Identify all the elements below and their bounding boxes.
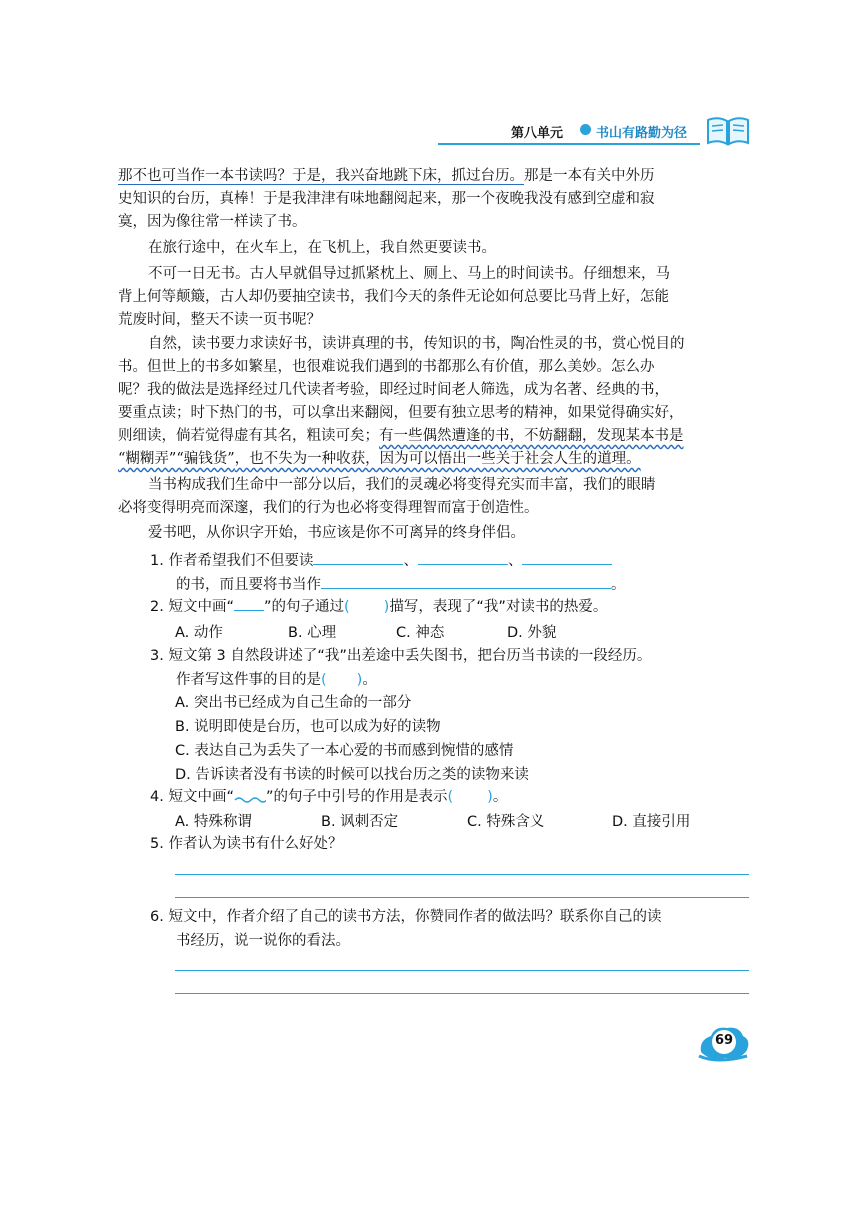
q4-option-c[interactable]: C. 特殊含义 xyxy=(467,814,545,830)
q3-option-c[interactable]: C. 表达自己为丢失了一本心爱的书而感到惋惜的感情 xyxy=(175,743,514,759)
passage-paragraph-1: 那不也可当作一本书读吗？于是，我兴奋地跳下床，抓过台历。那是一本有关中外历 史知识的台历，真棒！于是我津津有味地翻阅起来，那一个夜晚我没有感到空虚和寂 寞，因为像往常一样读了书。 xyxy=(118,168,655,230)
q4-option-b[interactable]: B. 讽刺否定 xyxy=(321,814,399,830)
answer-blank[interactable] xyxy=(321,574,611,589)
open-book-icon xyxy=(704,114,752,148)
q3-option-b[interactable]: B. 说明即使是台历，也可以成为好的读物 xyxy=(175,719,441,735)
page-number-badge xyxy=(697,1022,753,1068)
question-6: 6. 短文中，作者介绍了自己的读书方法，你赞同作者的做法吗？联系你自己的读 书经历，说一说你的看法。 xyxy=(150,909,662,949)
unit-topic: 书山有路勤为径 xyxy=(596,126,688,141)
q2-option-b[interactable]: B. 心理 xyxy=(288,625,337,641)
q2-option-a[interactable]: A. 动作 xyxy=(175,625,223,641)
question-3: 3. 短文第 3 自然段讲述了“我”出差途中丢失图书，把台历当书读的一段经历。 作者写这件事的目的是( )。 xyxy=(150,648,652,688)
underlined-sentence: 那不也可当作一本书读吗？于是，我兴奋地跳下床，抓过台历。 xyxy=(118,168,524,184)
answer-blank[interactable] xyxy=(522,550,612,565)
answer-line[interactable] xyxy=(175,897,749,898)
unit-label: 第八单元 xyxy=(511,126,564,141)
q4-option-a[interactable]: A. 特殊称谓 xyxy=(175,814,252,830)
q4-option-d[interactable]: D. 直接引用 xyxy=(612,814,691,830)
bullet-dot-icon xyxy=(580,124,591,135)
wavy-line-sample xyxy=(234,791,266,805)
passage-paragraph-2: 在旅行途中，在火车上，在飞机上，我自然更要读书。 xyxy=(148,240,496,256)
passage-paragraph-5: 当书构成我们生命中一部分以后，我们的灵魂必将变得充实而丰富，我们的眼睛 必将变得明亮而深邃，我们的行为也必将变得理智而富于创造性。 xyxy=(118,477,656,516)
q2-option-d[interactable]: D. 外貌 xyxy=(507,625,557,641)
question-2: 2. 短文中画“ ”的句子通过( )描写，表现了“我”对读书的热爱。 xyxy=(150,595,750,619)
wavy-underlined-quote: “糊糊弄”“骗钱货” xyxy=(118,451,235,467)
q3-option-a[interactable]: A. 突出书已经成为自己生命的一部分 xyxy=(175,695,412,711)
passage-paragraph-3: 不可一日无书。古人早就倡导过抓紧枕上、厕上、马上的时间读书。仔细想来，马 背上何等颠簸，古人却仍要抽空读书，我们今天的条件无论如何总要比马背上好，怎能 荒废时间，整天不读一页书呢？ xyxy=(118,266,670,328)
answer-line[interactable] xyxy=(175,970,749,971)
question-5: 5. 作者认为读书有什么好处？ xyxy=(150,836,343,852)
q2-option-c[interactable]: C. 神态 xyxy=(396,625,445,641)
q3-option-d[interactable]: D. 告诉读者没有书读的时候可以找台历之类的读物来读 xyxy=(175,767,529,783)
answer-blank[interactable] xyxy=(313,550,403,565)
underline-sample xyxy=(234,596,264,611)
page-number: 69 xyxy=(714,1033,734,1048)
answer-blank[interactable] xyxy=(418,550,508,565)
answer-line[interactable] xyxy=(175,993,749,994)
passage-paragraph-4: 自然，读书要力求读好书，读讲真理的书，传知识的书，陶冶性灵的书，赏心悦目的 书。但世上的书多如繁星，也很难说我们遇到的书都那么有价值，那么美妙。怎么办 呢？我的做法是选择经过几代读者考验，即经过时间老人筛选，成为名著、经典的书， 要重点读；时下热门的书，可以拿出来翻阅，但要有独立思考的精神，如果觉得确实好， 则细读，倘若觉得虚有其名，粗读可矣；有一些偶然遭逢的书，不妨翻翻，发现某本书是 “糊糊弄”“骗钱货”，也不失为一种收获，因为可以悟出一些关于社会人生的道理。 xyxy=(118,336,685,467)
question-1: 1. 作者希望我们不但要读 、 、 的书，而且要将书当作 。 xyxy=(150,549,750,597)
header-rule xyxy=(438,143,700,145)
wavy-underlined-sentence: 有一些偶然遭逢的书，不妨翻翻，发现某本书是 xyxy=(379,428,684,444)
passage-paragraph-6: 爱书吧，从你识字开始，书应该是你不可离异的终身伴侣。 xyxy=(148,525,525,541)
question-4: 4. 短文中画“ ”的句子中引号的作用是表示( )。 xyxy=(150,789,508,805)
answer-line[interactable] xyxy=(175,874,749,875)
